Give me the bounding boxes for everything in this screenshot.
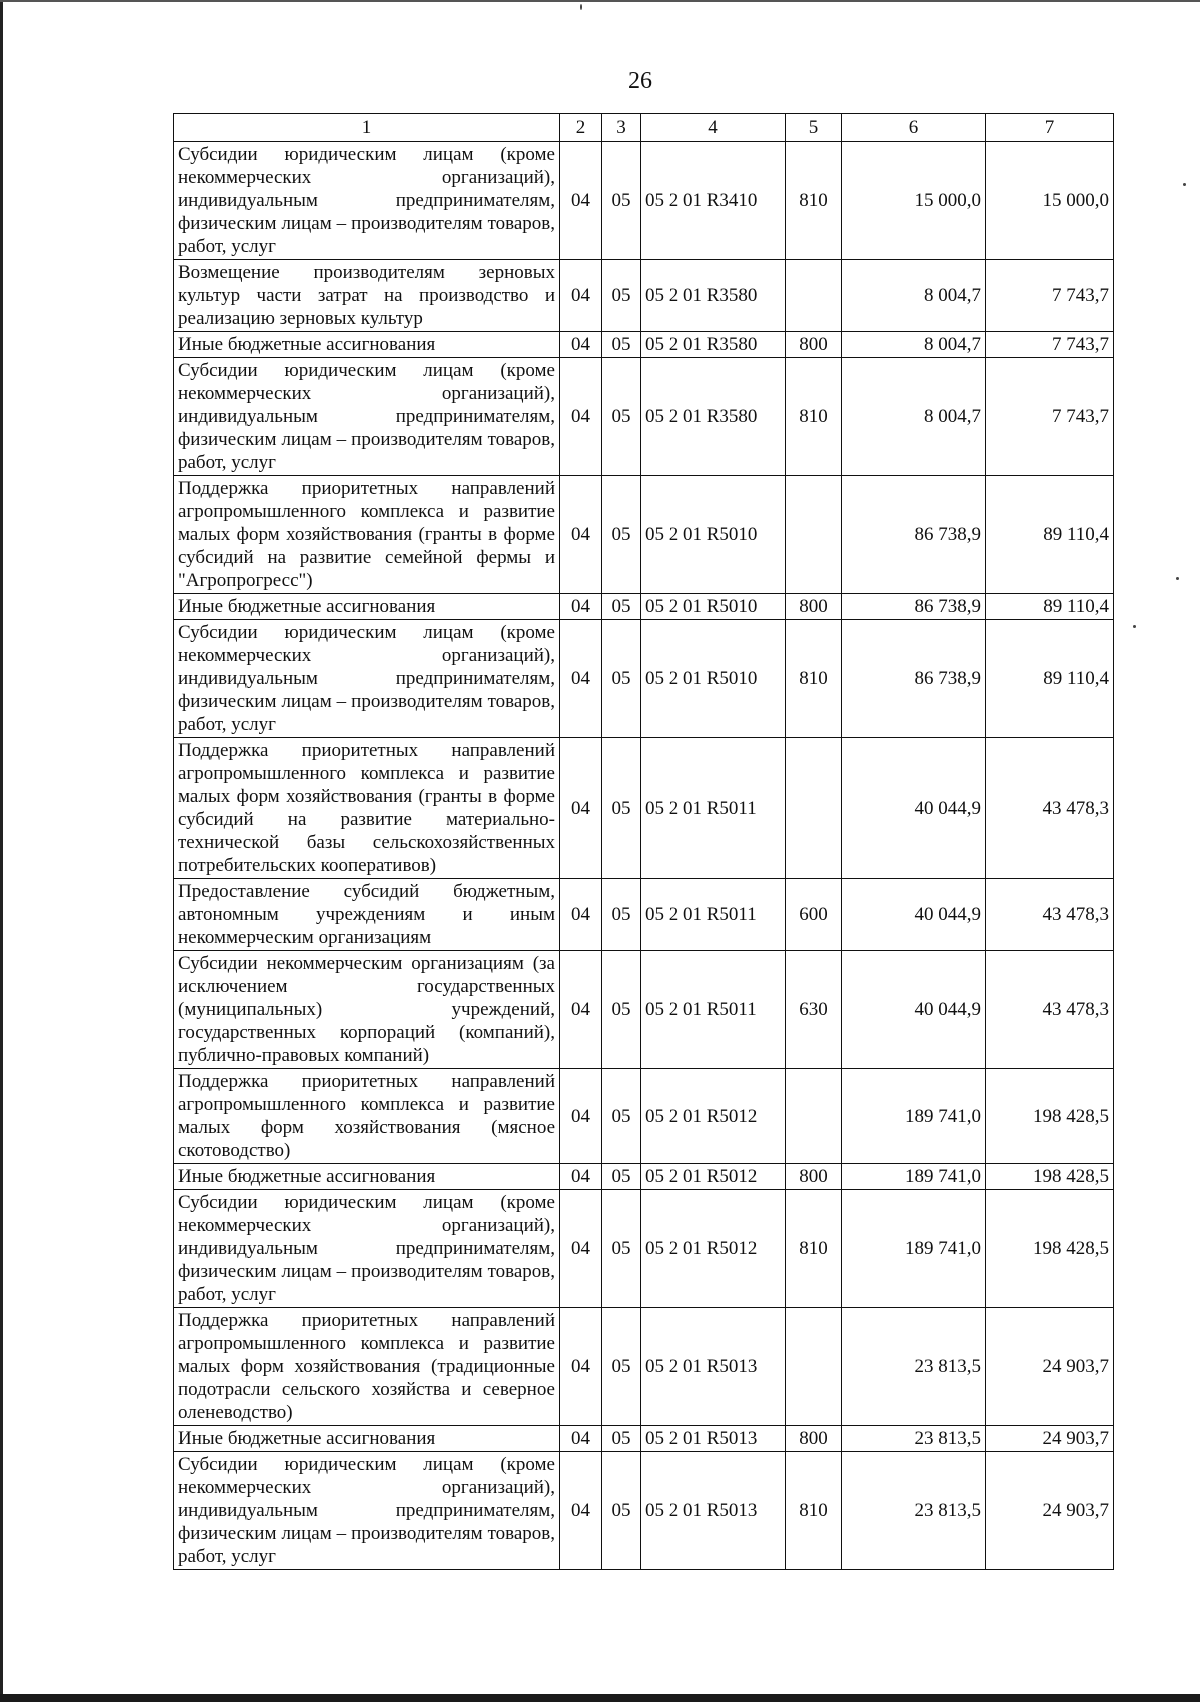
target-article-cell: 05 2 01 R5013 [641, 1426, 786, 1452]
expense-type-cell: 630 [786, 951, 842, 1069]
amount-year2-cell: 24 903,7 [986, 1426, 1114, 1452]
section-cell: 04 [560, 879, 602, 951]
name-cell: Субсидии юридическим лицам (кроме некоммерческих организаций), индивидуальным предпринимателям, физическим лицам – производителям товаров, работ, услуг [174, 358, 560, 476]
section-cell: 04 [560, 594, 602, 620]
amount-year1-cell: 8 004,7 [842, 260, 986, 332]
amount-year2-cell: 198 428,5 [986, 1190, 1114, 1308]
name-cell: Поддержка приоритетных направлений агропромышленного комплекса и развитие малых форм хозяйствования (мясное скотоводство) [174, 1069, 560, 1164]
amount-year2-cell: 198 428,5 [986, 1164, 1114, 1190]
target-article-cell: 05 2 01 R5010 [641, 594, 786, 620]
name-cell: Иные бюджетные ассигнования [174, 1164, 560, 1190]
budget-table [173, 113, 1114, 1570]
expense-type-cell [786, 476, 842, 594]
scan-speck [580, 4, 582, 10]
expense-type-cell: 810 [786, 1190, 842, 1308]
amount-year1-cell: 23 813,5 [842, 1426, 986, 1452]
table-row [174, 1452, 1114, 1570]
name-cell: Иные бюджетные ассигнования [174, 594, 560, 620]
amount-year1-cell: 8 004,7 [842, 332, 986, 358]
name-cell: Поддержка приоритетных направлений агропромышленного комплекса и развитие малых форм хозяйствования (гранты в форме субсидий на развитие семейной фермы и "Агропрогресс") [174, 476, 560, 594]
table-row [174, 620, 1114, 738]
amount-year1-cell: 189 741,0 [842, 1069, 986, 1164]
section-cell: 04 [560, 1308, 602, 1426]
name-cell: Поддержка приоритетных направлений агропромышленного комплекса и развитие малых форм хозяйствования (традиционные подотрасли сельского хозяйства и северное оленеводство) [174, 1308, 560, 1426]
section-cell: 04 [560, 1452, 602, 1570]
scan-border-bottom [0, 1694, 1200, 1702]
section-cell: 04 [560, 260, 602, 332]
subsection-cell: 05 [602, 879, 641, 951]
section-cell: 04 [560, 1190, 602, 1308]
table-row [174, 1190, 1114, 1308]
subsection-cell: 05 [602, 260, 641, 332]
expense-type-cell [786, 260, 842, 332]
name-cell: Иные бюджетные ассигнования [174, 332, 560, 358]
table-row [174, 1164, 1114, 1190]
scan-speck [1133, 625, 1136, 628]
name-cell: Иные бюджетные ассигнования [174, 1426, 560, 1452]
amount-year2-cell: 43 478,3 [986, 738, 1114, 879]
target-article-cell: 05 2 01 R3580 [641, 332, 786, 358]
subsection-cell: 05 [602, 1069, 641, 1164]
section-cell: 04 [560, 1069, 602, 1164]
amount-year1-cell: 86 738,9 [842, 476, 986, 594]
table-row [174, 358, 1114, 476]
target-article-cell: 05 2 01 R3410 [641, 142, 786, 260]
amount-year1-cell: 23 813,5 [842, 1308, 986, 1426]
target-article-cell: 05 2 01 R5012 [641, 1069, 786, 1164]
header-cell: 3 [602, 114, 641, 142]
page-number: 26 [628, 68, 652, 94]
table-header-row [174, 114, 1114, 142]
amount-year2-cell: 89 110,4 [986, 476, 1114, 594]
expense-type-cell: 600 [786, 879, 842, 951]
table-row [174, 1069, 1114, 1164]
name-cell: Субсидии юридическим лицам (кроме некоммерческих организаций), индивидуальным предпринимателям, физическим лицам – производителям товаров, работ, услуг [174, 1190, 560, 1308]
header-cell: 4 [641, 114, 786, 142]
table-row [174, 594, 1114, 620]
subsection-cell: 05 [602, 476, 641, 594]
table-row [174, 1308, 1114, 1426]
amount-year1-cell: 40 044,9 [842, 738, 986, 879]
table-row [174, 476, 1114, 594]
expense-type-cell: 800 [786, 594, 842, 620]
header-cell: 7 [986, 114, 1114, 142]
expense-type-cell: 810 [786, 1452, 842, 1570]
scan-speck [1176, 577, 1179, 580]
expense-type-cell [786, 1069, 842, 1164]
header-cell: 2 [560, 114, 602, 142]
amount-year1-cell: 86 738,9 [842, 620, 986, 738]
subsection-cell: 05 [602, 1190, 641, 1308]
name-cell: Субсидии юридическим лицам (кроме некоммерческих организаций), индивидуальным предпринимателям, физическим лицам – производителям товаров, работ, услуг [174, 620, 560, 738]
target-article-cell: 05 2 01 R5010 [641, 620, 786, 738]
amount-year1-cell: 189 741,0 [842, 1164, 986, 1190]
amount-year2-cell: 43 478,3 [986, 879, 1114, 951]
subsection-cell: 05 [602, 142, 641, 260]
amount-year1-cell: 40 044,9 [842, 879, 986, 951]
subsection-cell: 05 [602, 1452, 641, 1570]
section-cell: 04 [560, 332, 602, 358]
subsection-cell: 05 [602, 1164, 641, 1190]
section-cell: 04 [560, 951, 602, 1069]
subsection-cell: 05 [602, 620, 641, 738]
subsection-cell: 05 [602, 1426, 641, 1452]
amount-year1-cell: 86 738,9 [842, 594, 986, 620]
amount-year1-cell: 40 044,9 [842, 951, 986, 1069]
expense-type-cell: 810 [786, 142, 842, 260]
section-cell: 04 [560, 620, 602, 738]
amount-year1-cell: 15 000,0 [842, 142, 986, 260]
amount-year2-cell: 198 428,5 [986, 1069, 1114, 1164]
subsection-cell: 05 [602, 1308, 641, 1426]
amount-year1-cell: 23 813,5 [842, 1452, 986, 1570]
target-article-cell: 05 2 01 R3580 [641, 358, 786, 476]
amount-year2-cell: 24 903,7 [986, 1308, 1114, 1426]
section-cell: 04 [560, 142, 602, 260]
expense-type-cell: 800 [786, 332, 842, 358]
header-cell: 6 [842, 114, 986, 142]
amount-year1-cell: 8 004,7 [842, 358, 986, 476]
expense-type-cell: 810 [786, 620, 842, 738]
amount-year2-cell: 7 743,7 [986, 358, 1114, 476]
target-article-cell: 05 2 01 R5011 [641, 738, 786, 879]
expense-type-cell: 800 [786, 1426, 842, 1452]
subsection-cell: 05 [602, 738, 641, 879]
name-cell: Поддержка приоритетных направлений агропромышленного комплекса и развитие малых форм хозяйствования (гранты в форме субсидий на развитие материально-технической базы сельскохозяйственных потребительских кооперативов) [174, 738, 560, 879]
target-article-cell: 05 2 01 R5013 [641, 1308, 786, 1426]
name-cell: Субсидии юридическим лицам (кроме некоммерческих организаций), индивидуальным предпринимателям, физическим лицам – производителям товаров, работ, услуг [174, 142, 560, 260]
amount-year2-cell: 43 478,3 [986, 951, 1114, 1069]
section-cell: 04 [560, 1426, 602, 1452]
target-article-cell: 05 2 01 R3580 [641, 260, 786, 332]
header-cell: 1 [174, 114, 560, 142]
name-cell: Субсидии юридическим лицам (кроме некоммерческих организаций), индивидуальным предпринимателям, физическим лицам – производителям товаров, работ, услуг [174, 1452, 560, 1570]
scan-border-top [0, 0, 1200, 2]
subsection-cell: 05 [602, 594, 641, 620]
target-article-cell: 05 2 01 R5012 [641, 1164, 786, 1190]
expense-type-cell: 810 [786, 358, 842, 476]
table-row [174, 951, 1114, 1069]
expense-type-cell [786, 738, 842, 879]
table-row [174, 260, 1114, 332]
amount-year2-cell: 7 743,7 [986, 332, 1114, 358]
target-article-cell: 05 2 01 R5011 [641, 951, 786, 1069]
target-article-cell: 05 2 01 R5012 [641, 1190, 786, 1308]
amount-year2-cell: 7 743,7 [986, 260, 1114, 332]
section-cell: 04 [560, 1164, 602, 1190]
table-row [174, 332, 1114, 358]
name-cell: Возмещение производителям зерновых культур части затрат на производство и реализацию зерновых культур [174, 260, 560, 332]
amount-year1-cell: 189 741,0 [842, 1190, 986, 1308]
table-row [174, 738, 1114, 879]
amount-year2-cell: 15 000,0 [986, 142, 1114, 260]
subsection-cell: 05 [602, 358, 641, 476]
table-row [174, 142, 1114, 260]
subsection-cell: 05 [602, 951, 641, 1069]
subsection-cell: 05 [602, 332, 641, 358]
section-cell: 04 [560, 358, 602, 476]
amount-year2-cell: 89 110,4 [986, 594, 1114, 620]
amount-year2-cell: 89 110,4 [986, 620, 1114, 738]
table-row [174, 879, 1114, 951]
name-cell: Субсидии некоммерческим организациям (за исключением государственных (муниципальных) учреждений, государственных корпораций (компаний), публично-правовых компаний) [174, 951, 560, 1069]
target-article-cell: 05 2 01 R5013 [641, 1452, 786, 1570]
scan-speck [1183, 183, 1186, 186]
header-cell: 5 [786, 114, 842, 142]
section-cell: 04 [560, 738, 602, 879]
target-article-cell: 05 2 01 R5011 [641, 879, 786, 951]
target-article-cell: 05 2 01 R5010 [641, 476, 786, 594]
section-cell: 04 [560, 476, 602, 594]
expense-type-cell [786, 1308, 842, 1426]
table-row [174, 1426, 1114, 1452]
scan-border-left [0, 0, 3, 1702]
amount-year2-cell: 24 903,7 [986, 1452, 1114, 1570]
name-cell: Предоставление субсидий бюджетным, автономным учреждениям и иным некоммерческим организациям [174, 879, 560, 951]
expense-type-cell: 800 [786, 1164, 842, 1190]
